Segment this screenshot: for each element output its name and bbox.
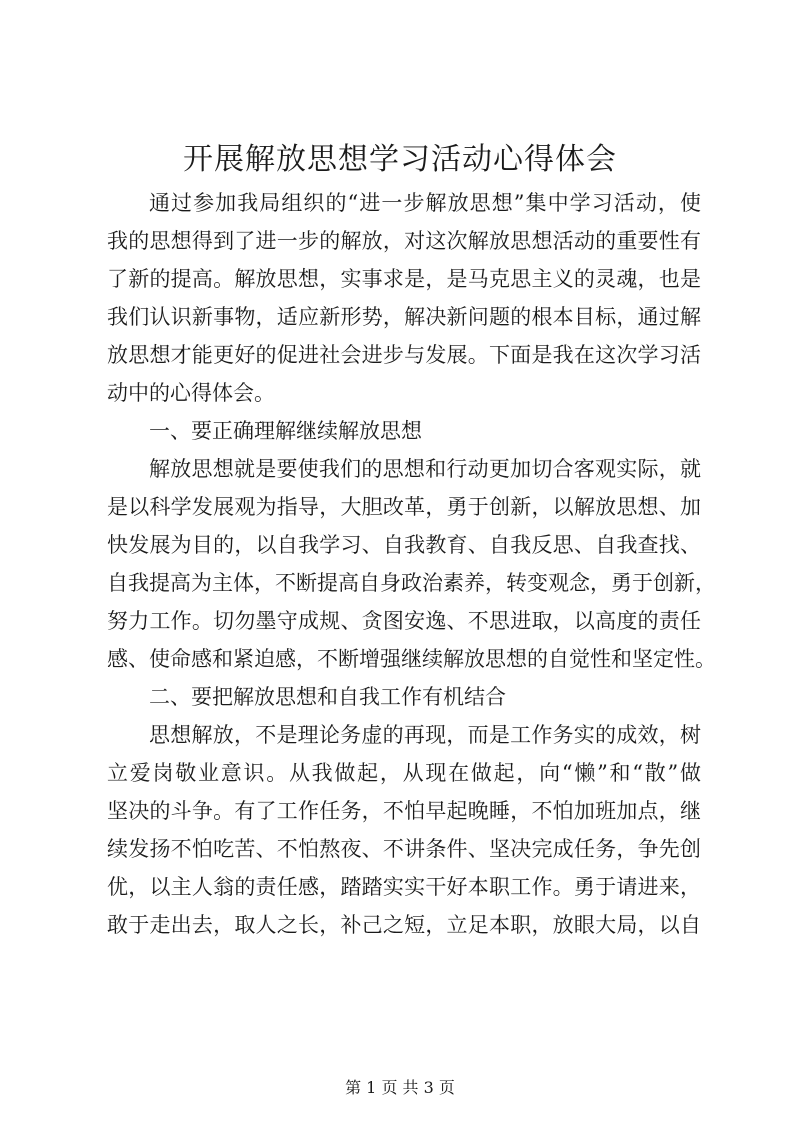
section-heading: 一、要正确理解继续解放思想 bbox=[149, 419, 422, 443]
section-heading: 二、要把解放思想和自我工作有机结合 bbox=[149, 685, 506, 709]
text-line: 通过参加我局组织的“进一步解放思想”集中学习活动，使 bbox=[149, 191, 701, 215]
text-line: 坚决的斗争。有了工作任务，不怕早起晚睡，不怕加班加点，继 bbox=[107, 799, 701, 823]
page-footer: 第 1 页 共 3 页 bbox=[345, 1078, 455, 1097]
text-line: 努力工作。切勿墨守成规、贪图安逸、不思进取，以高度的责任 bbox=[107, 609, 701, 633]
text-line: 敢于走出去，取人之长，补己之短，立足本职，放眼大局，以自 bbox=[107, 913, 701, 937]
document-title: 开展解放思想学习活动心得体会 bbox=[183, 142, 617, 177]
text-line: 思想解放，不是理论务虚的再现，而是工作务实的成效，树 bbox=[149, 723, 701, 747]
text-line: 放思想才能更好的促进社会进步与发展。下面是我在这次学习活 bbox=[107, 343, 701, 367]
document-body bbox=[107, 184, 716, 944]
text-line: 快发展为目的，以自我学习、自我教育、自我反思、自我查找、 bbox=[107, 533, 701, 557]
text-line: 了新的提高。解放思想，实事求是，是马克思主义的灵魂，也是 bbox=[107, 267, 701, 291]
text-line: 自我提高为主体，不断提高自身政治素养，转变观念，勇于创新， bbox=[107, 571, 716, 595]
text-line: 是以科学发展观为指导，大胆改革，勇于创新，以解放思想、加 bbox=[107, 495, 701, 519]
text-line: 立爱岗敬业意识。从我做起，从现在做起，向“懒”和“散”做 bbox=[107, 761, 701, 785]
text-line: 解放思想就是要使我们的思想和行动更加切合客观实际，就 bbox=[149, 457, 701, 481]
text-line: 优，以主人翁的责任感，踏踏实实干好本职工作。勇于请进来， bbox=[107, 875, 701, 899]
text-line: 动中的心得体会。 bbox=[107, 381, 275, 405]
text-line: 我们认识新事物，适应新形势，解决新问题的根本目标，通过解 bbox=[107, 305, 701, 329]
text-line: 我的思想得到了进一步的解放，对这次解放思想活动的重要性有 bbox=[107, 229, 701, 253]
text-line: 续发扬不怕吃苦、不怕熬夜、不讲条件、坚决完成任务，争先创 bbox=[107, 837, 701, 861]
text-line: 感、使命感和紧迫感，不断增强继续解放思想的自觉性和坚定性。 bbox=[107, 647, 716, 671]
